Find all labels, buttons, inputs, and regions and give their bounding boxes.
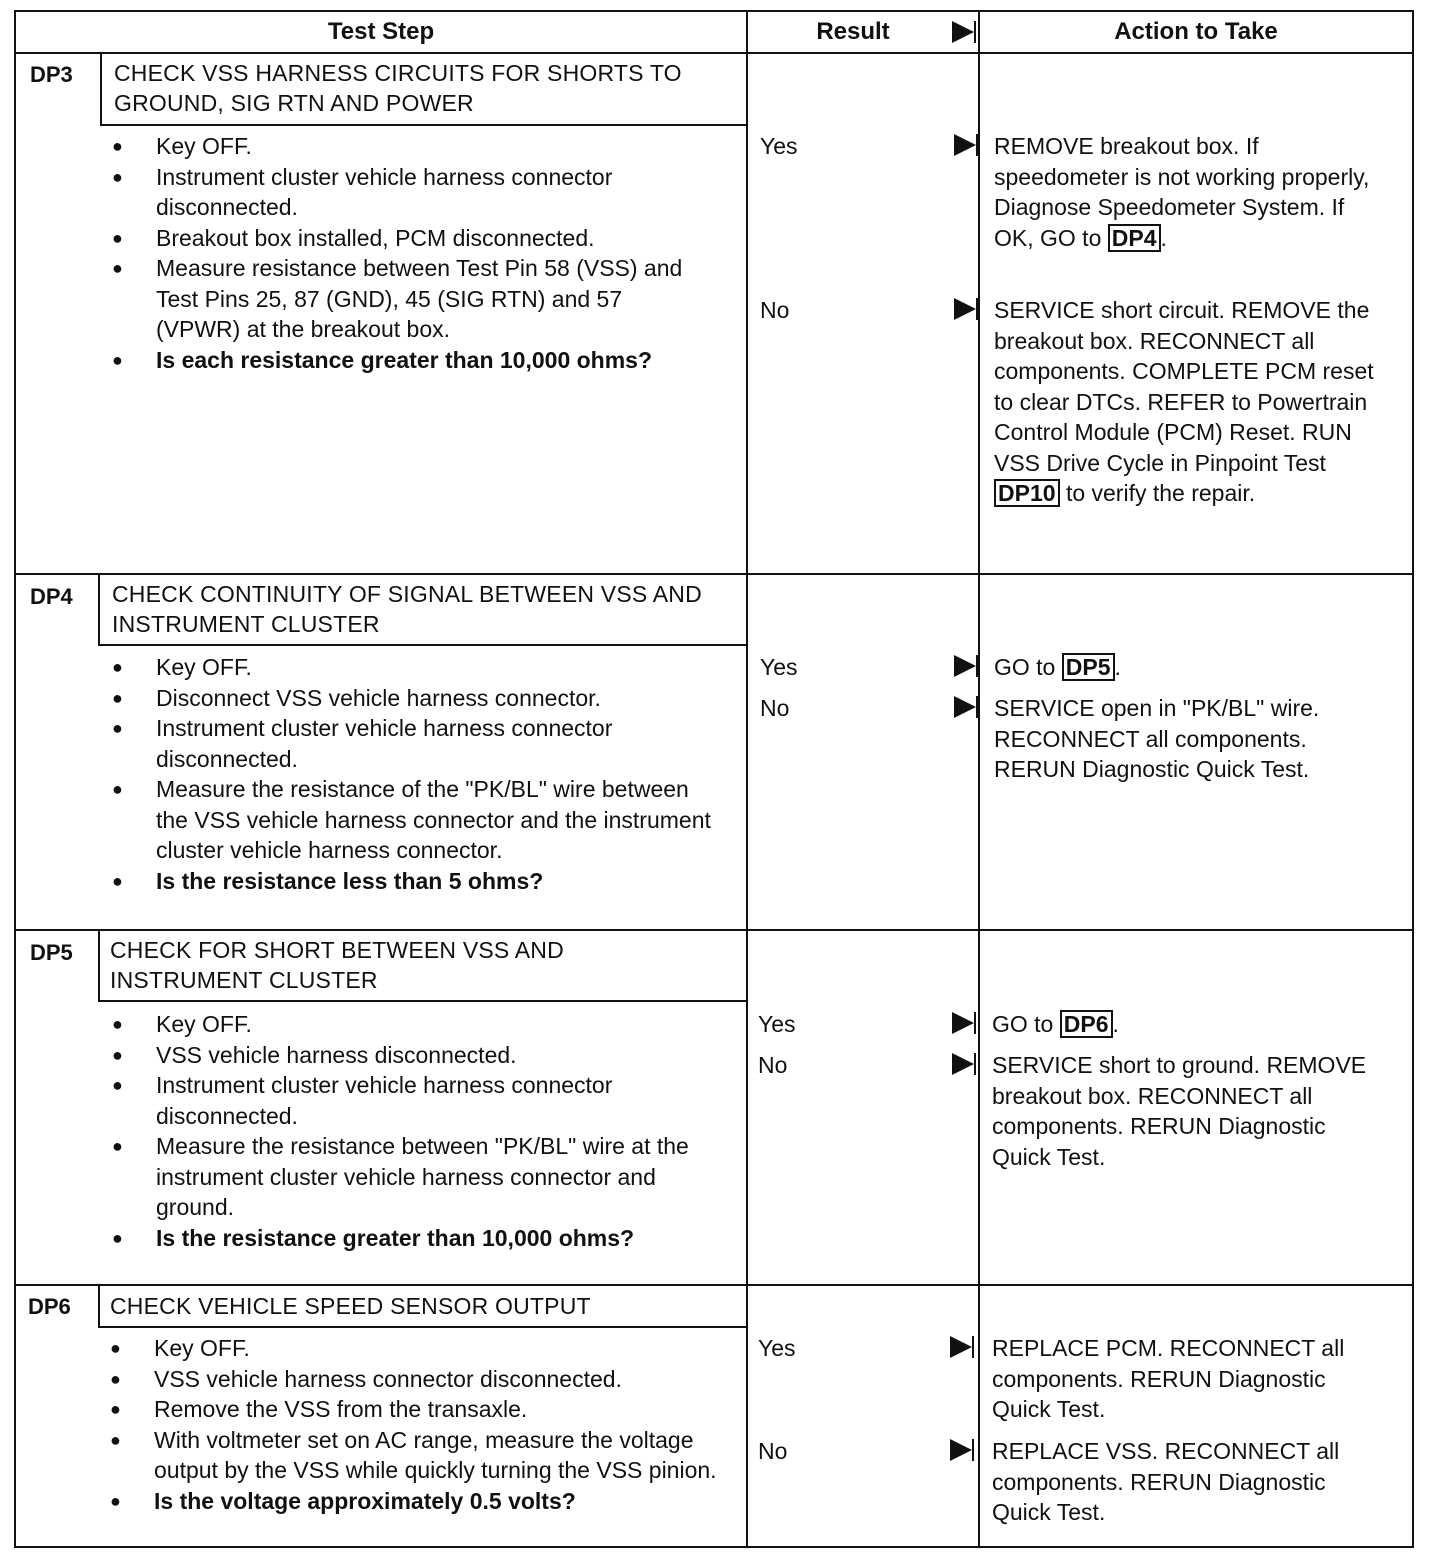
step-item: ● Key OFF. <box>112 131 712 162</box>
action-text <box>994 652 1374 683</box>
header-action: Action to Take <box>1114 18 1278 45</box>
code-divider <box>98 573 100 646</box>
result-arrow-icon <box>954 298 976 320</box>
result-no: No <box>758 1052 788 1078</box>
result-arrow-icon <box>952 1012 974 1034</box>
header-test-step: Test Step <box>327 18 435 45</box>
step-item: ● Instrument cluster vehicle harness connector disconnected. <box>112 713 712 774</box>
title-underline <box>100 124 746 126</box>
step-item: ● Breakout box installed, PCM disconnected. <box>112 223 712 254</box>
action-text: SERVICE short to ground. REMOVE breakout box. RECONNECT all components. RERUN Diagnostic Quick Test. <box>992 1052 1367 1170</box>
step-item: ● Disconnect VSS vehicle harness connector. <box>112 683 712 714</box>
section-title: CHECK FOR SHORT BETWEEN VSS AND INSTRUMENT CLUSTER <box>110 937 564 993</box>
action-text-main: SERVICE short circuit. REMOVE the breakout box. RECONNECT all components. COMPLETE PCM reset to clear DTCs. REFER to Powertrain Control Module (PCM) Reset. RUN VSS Drive Cycle in Pinpoint Test <box>994 297 1374 476</box>
action-text-main: REMOVE breakout box. If speedometer is not working properly, Diagnose Speedometer System. If OK, GO to <box>994 133 1370 251</box>
column-divider-result <box>746 12 748 1546</box>
action-text <box>994 295 1374 509</box>
pinpoint-ref-link[interactable]: DP5 <box>1062 653 1115 681</box>
section-code: DP5 <box>30 940 73 965</box>
step-question: ● Is the resistance greater than 10,000 ohms? <box>112 1223 712 1254</box>
header-result: Result <box>816 18 890 45</box>
action-text <box>992 1009 1372 1040</box>
action-text: SERVICE open in "PK/BL" wire. RECONNECT all components. RERUN Diagnostic Quick Test. <box>994 695 1320 782</box>
column-divider-action <box>978 12 980 1546</box>
step-item: ● Instrument cluster vehicle harness connector disconnected. <box>112 162 712 223</box>
title-underline <box>98 1326 746 1328</box>
step-item: ● Remove the VSS from the transaxle. <box>110 1394 720 1425</box>
result-no: No <box>760 695 790 721</box>
result-no: No <box>760 297 790 323</box>
step-item: ● VSS vehicle harness connector disconnected. <box>110 1364 720 1395</box>
action-text: REPLACE VSS. RECONNECT all components. RERUN Diagnostic Quick Test. <box>992 1438 1340 1525</box>
code-divider <box>100 52 102 126</box>
action-text-tail: . <box>1114 654 1121 680</box>
step-item: ● With voltmeter set on AC range, measure the voltage output by the VSS while quickly turning the VSS pinion. <box>110 1425 720 1486</box>
action-text <box>994 131 1374 253</box>
section-code: DP3 <box>30 62 73 87</box>
pinpoint-ref-link[interactable]: DP4 <box>1108 224 1161 252</box>
section-title: CHECK CONTINUITY OF SIGNAL BETWEEN VSS AND INSTRUMENT CLUSTER <box>112 581 702 637</box>
step-list <box>112 1009 712 1253</box>
pinpoint-ref-link[interactable]: DP10 <box>994 479 1060 507</box>
section-code: DP6 <box>28 1294 71 1319</box>
diagnostic-table <box>14 10 1414 1548</box>
action-text: REPLACE PCM. RECONNECT all components. RERUN Diagnostic Quick Test. <box>992 1335 1345 1422</box>
result-arrow-icon <box>954 655 976 677</box>
result-no: No <box>758 1438 788 1464</box>
pinpoint-ref-link[interactable]: DP6 <box>1060 1010 1113 1038</box>
section-title: CHECK VSS HARNESS CIRCUITS FOR SHORTS TO GROUND, SIG RTN AND POWER <box>114 60 682 116</box>
header-divider <box>16 52 1412 54</box>
step-item: ● Measure the resistance between "PK/BL" wire at the instrument cluster vehicle harness connector and ground. <box>112 1131 712 1223</box>
section-divider <box>16 573 1412 575</box>
result-yes: Yes <box>758 1011 796 1037</box>
step-item: ● Key OFF. <box>112 1009 712 1040</box>
step-item: ● VSS vehicle harness disconnected. <box>112 1040 712 1071</box>
step-list <box>112 131 712 375</box>
step-item: ● Measure the resistance of the "PK/BL" wire between the VSS vehicle harness connector and the instrument cluster vehicle harness connector. <box>112 774 712 866</box>
action-text-tail: . <box>1160 224 1167 251</box>
step-question: ● Is each resistance greater than 10,000 ohms? <box>112 345 712 376</box>
header-arrow-icon <box>952 21 974 43</box>
step-question: ● Is the voltage approximately 0.5 volts? <box>110 1486 720 1517</box>
title-underline <box>98 644 746 646</box>
step-list <box>110 1333 720 1516</box>
step-list <box>112 652 712 896</box>
step-item: ● Key OFF. <box>110 1333 720 1364</box>
result-arrow-icon <box>954 696 976 718</box>
result-yes: Yes <box>760 654 798 680</box>
result-arrow-icon <box>950 1439 972 1461</box>
title-underline <box>98 1000 746 1002</box>
result-yes: Yes <box>760 133 798 159</box>
section-title: CHECK VEHICLE SPEED SENSOR OUTPUT <box>110 1293 591 1319</box>
step-item: ● Instrument cluster vehicle harness connector disconnected. <box>112 1070 712 1131</box>
section-divider <box>16 929 1412 931</box>
result-yes: Yes <box>758 1335 796 1361</box>
action-text-tail: . <box>1112 1011 1119 1037</box>
action-text-main: GO to <box>992 1011 1054 1037</box>
section-code: DP4 <box>30 584 73 609</box>
code-divider <box>98 929 100 1002</box>
step-item: ● Key OFF. <box>112 652 712 683</box>
result-arrow-icon <box>950 1336 972 1358</box>
step-item: ● Measure resistance between Test Pin 58 (VSS) and Test Pins 25, 87 (GND), 45 (SIG RTN) and 57 (VPWR) at the breakout box. <box>112 253 712 345</box>
code-divider <box>98 1284 100 1328</box>
result-arrow-icon <box>952 1053 974 1075</box>
step-question: ● Is the resistance less than 5 ohms? <box>112 866 712 897</box>
section-divider <box>16 1284 1412 1286</box>
action-text-main: GO to <box>994 654 1056 680</box>
action-text-tail: to verify the repair. <box>1065 480 1256 506</box>
result-arrow-icon <box>954 134 976 156</box>
